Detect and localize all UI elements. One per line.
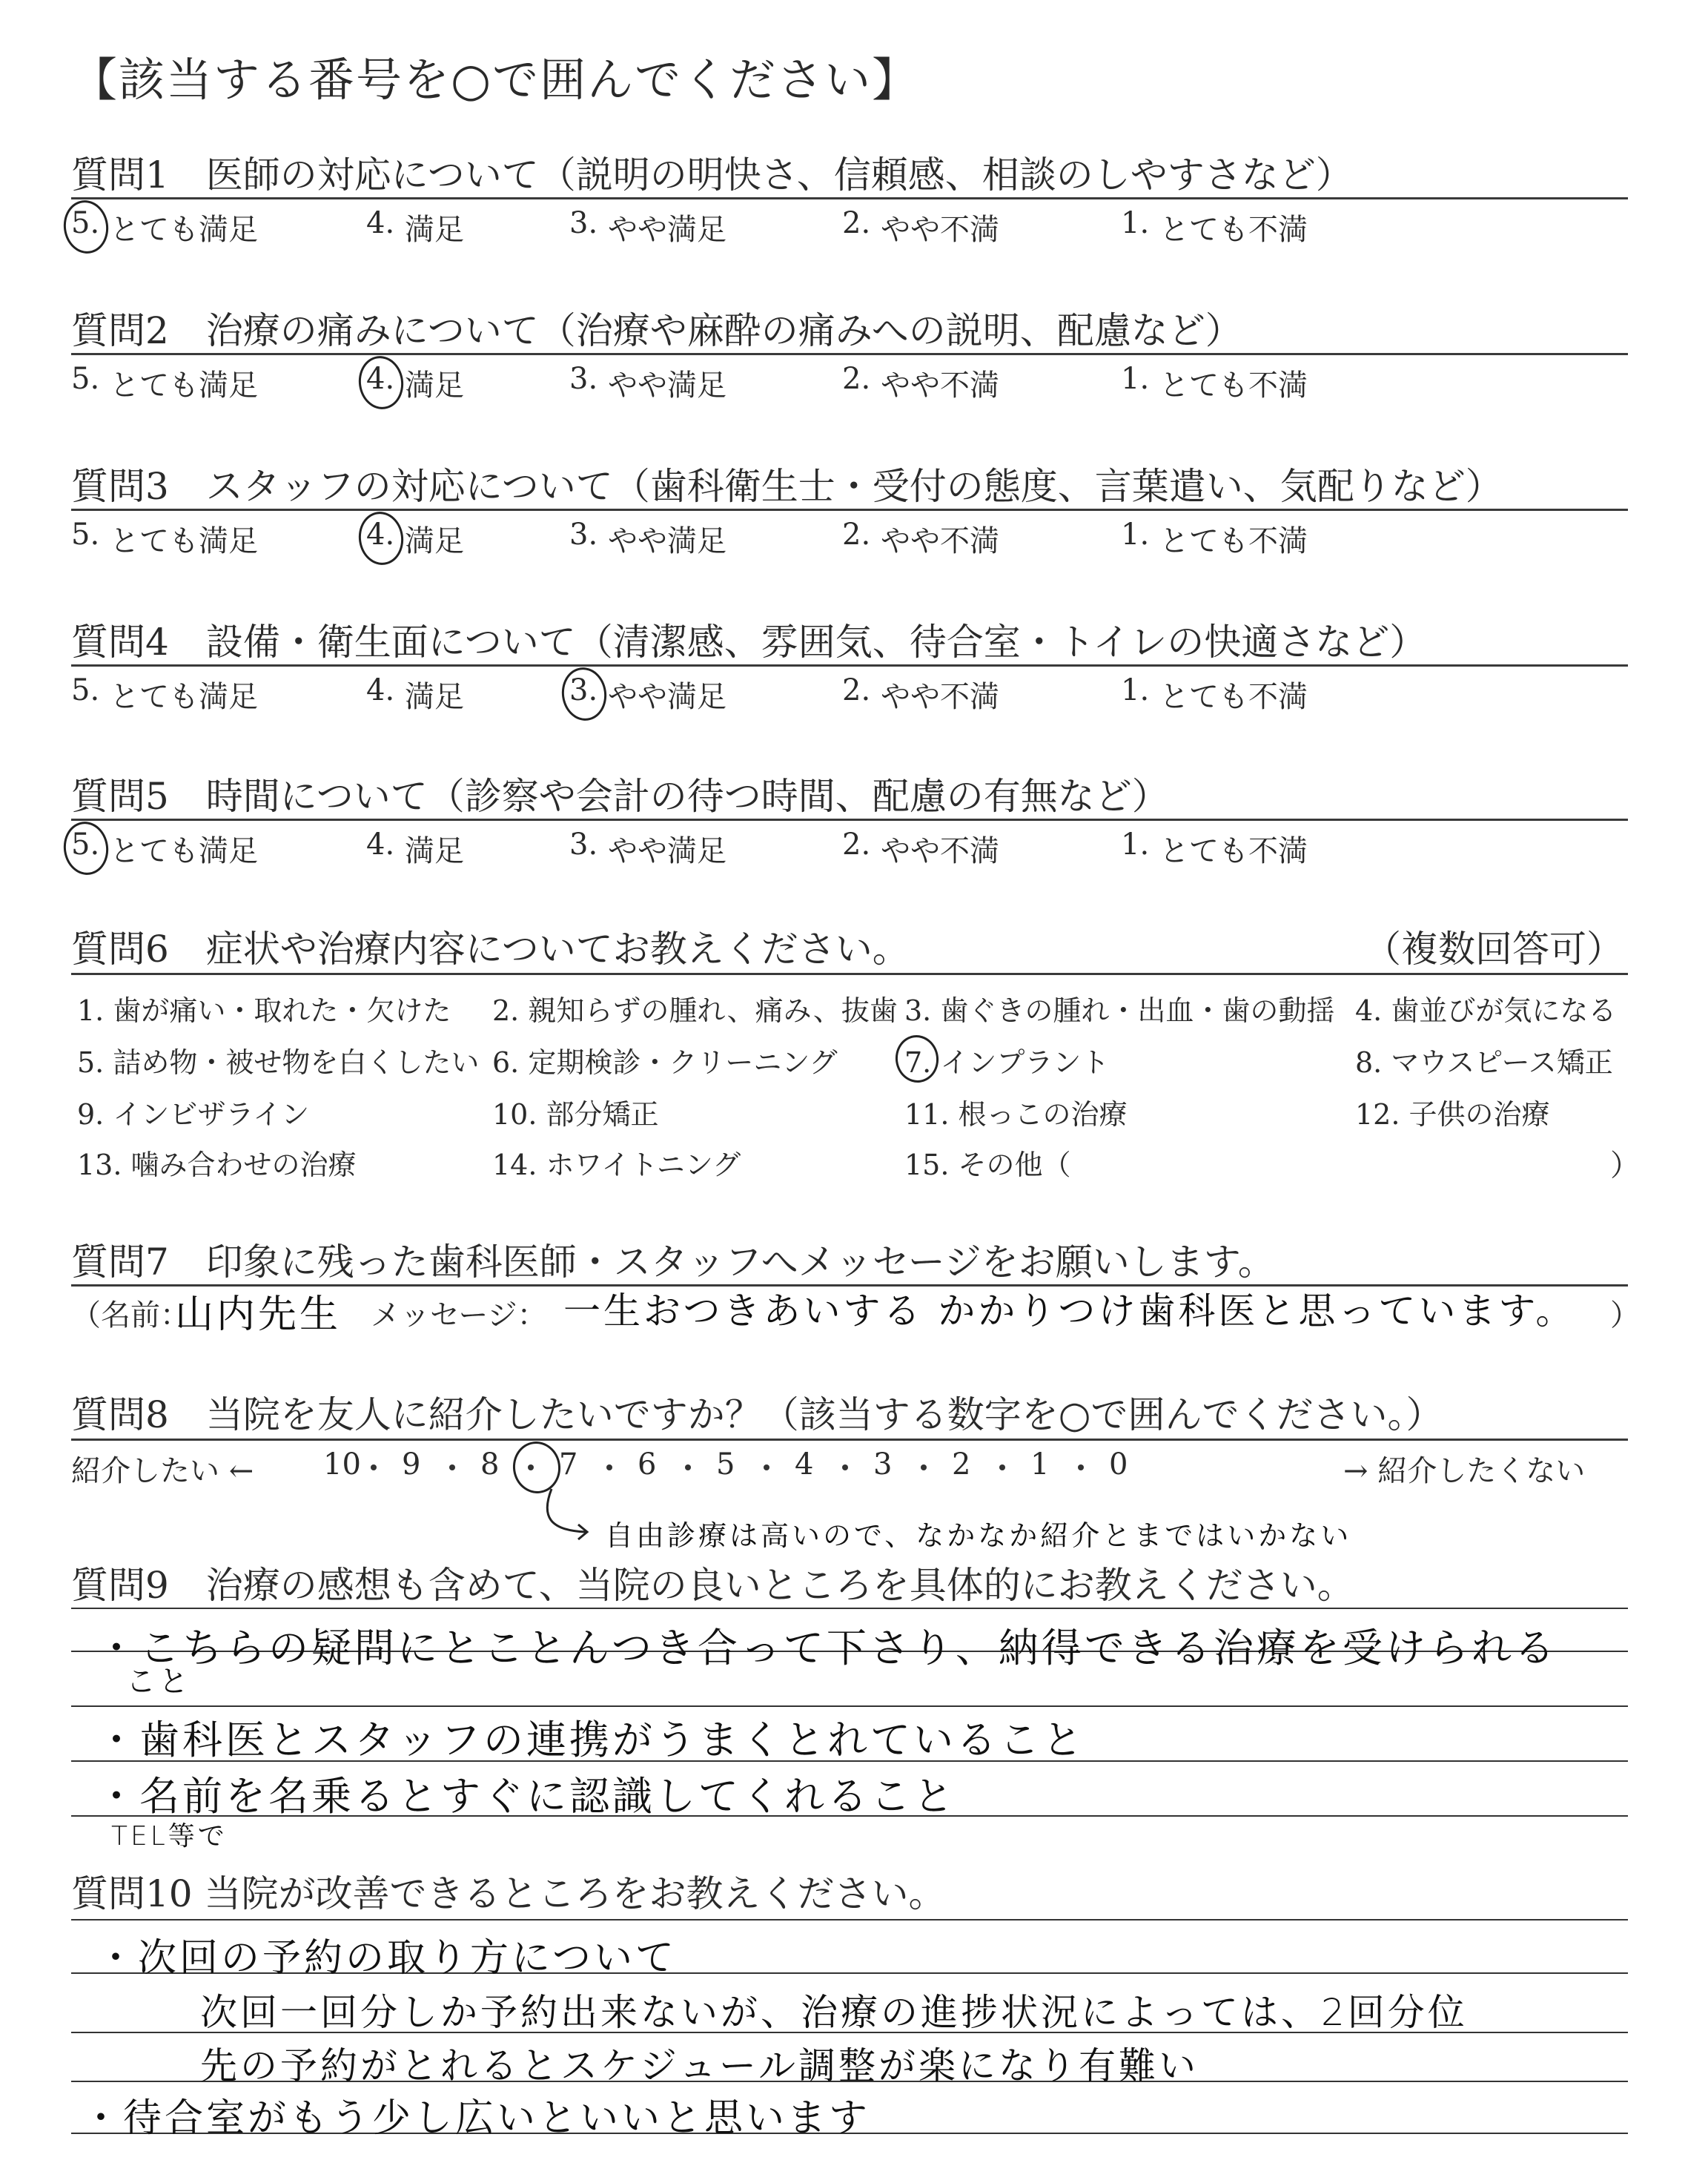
q1-option-label[interactable]: とても満足 xyxy=(110,213,258,247)
q8-scale-separator xyxy=(1078,1464,1084,1470)
q6-option[interactable]: 7. インプラント xyxy=(904,1046,1110,1079)
q4-option-number[interactable]: 1. xyxy=(1121,673,1150,707)
q1-option-label[interactable]: やや満足 xyxy=(608,213,726,247)
q6-option[interactable]: 14. ホワイトニング xyxy=(492,1149,741,1181)
q6-option[interactable]: 11. 根っこの治療 xyxy=(904,1098,1128,1131)
q1-option-label[interactable]: とても不満 xyxy=(1159,213,1308,247)
q10-answer-line-4: ・待合室がもう少し広いといいと思います xyxy=(82,2096,871,2141)
q4-option-label[interactable]: やや不満 xyxy=(881,680,999,714)
q6-option[interactable]: 10. 部分矯正 xyxy=(492,1098,659,1131)
q7-message-value: 一生おつきあいする かかりつけ歯科医と思っています。 xyxy=(563,1289,1576,1332)
q5-rule xyxy=(71,819,1628,821)
q2-option-number[interactable]: 1. xyxy=(1121,362,1150,396)
q7-close-paren: ） xyxy=(1610,1298,1640,1332)
q8-scale-separator xyxy=(606,1464,612,1470)
q4-rule xyxy=(71,664,1628,667)
q2-option-label[interactable]: とても満足 xyxy=(110,369,258,403)
q3-option-label[interactable]: とても満足 xyxy=(110,524,258,558)
q8-scale-value[interactable]: 9 xyxy=(402,1447,421,1482)
q2-selection-circle xyxy=(355,353,406,412)
q10-line-1 xyxy=(71,1919,1628,1920)
q8-scale-separator xyxy=(764,1464,769,1470)
q2-option-label[interactable]: とても不満 xyxy=(1159,369,1308,403)
q6-option[interactable]: 1. 歯が痛い・取れた・欠けた xyxy=(77,994,451,1027)
q2-option-label[interactable]: やや不満 xyxy=(881,369,999,403)
q5-option-number[interactable]: 5. xyxy=(71,828,100,862)
q3-option-number[interactable]: 5. xyxy=(71,518,100,552)
page-title: 【該当する番号を○で囲んでください】 xyxy=(71,53,920,107)
q8-scale-value[interactable]: 4 xyxy=(795,1447,814,1482)
q6-option[interactable]: 9. インビザライン xyxy=(77,1098,310,1131)
q8-scale-separator xyxy=(449,1464,455,1470)
q2-option-number[interactable]: 5. xyxy=(71,362,100,396)
q6-option[interactable]: 5. 詰め物・被せ物を白くしたい xyxy=(77,1046,480,1079)
q6-option[interactable]: 8. マウスピース矯正 xyxy=(1355,1046,1613,1079)
q5-selection-circle xyxy=(60,819,111,878)
q8-scale-value[interactable]: 1 xyxy=(1030,1447,1050,1482)
q8-arrow-icon xyxy=(541,1486,600,1545)
q1-title: 質問1 医師の対応について（説明の明快さ、信頼感、相談のしやすさなど） xyxy=(71,153,1353,196)
q8-scale-value[interactable]: 10 xyxy=(323,1447,361,1482)
q6-option[interactable]: 12. 子供の治療 xyxy=(1355,1098,1550,1131)
q8-scale-value[interactable]: 3 xyxy=(873,1447,893,1482)
q3-rule xyxy=(71,509,1628,511)
q9-answer-line-2: こと xyxy=(126,1665,191,1699)
q8-scale-value[interactable]: 8 xyxy=(480,1447,500,1482)
q2-option-label[interactable]: やや満足 xyxy=(608,369,726,403)
q7-message-label: メッセージ： xyxy=(371,1298,547,1332)
q1-option-number[interactable]: 5. xyxy=(71,206,100,240)
q4-option-number[interactable]: 3. xyxy=(569,673,598,707)
q6-rule xyxy=(71,973,1628,975)
q8-rule xyxy=(71,1439,1628,1441)
q8-scale-separator xyxy=(842,1464,848,1470)
q3-option-number[interactable]: 2. xyxy=(842,518,871,552)
q10-answer-line-2: 次回一回分しか予約出来ないが、治療の進捗状況によっては、2回分位 xyxy=(200,1991,1468,2034)
q4-option-label[interactable]: 満足 xyxy=(405,680,464,714)
q9-answer-line-3: ・歯科医とスタッフの連携がうまくとれていること xyxy=(96,1717,1085,1763)
q6-note: （複数回答可） xyxy=(1364,928,1623,971)
q6-option[interactable]: 6. 定期検診・クリーニング xyxy=(492,1046,838,1079)
q6-close-paren: ） xyxy=(1610,1149,1640,1183)
q5-option-label[interactable]: 満足 xyxy=(405,834,464,868)
q9-title: 質問9 治療の感想も含めて、当院の良いところを具体的にお教えください。 xyxy=(71,1564,1354,1607)
q4-title: 質問4 設備・衛生面について（清潔感、雰囲気、待合室・トイレの快適さなど） xyxy=(71,621,1427,664)
q8-scale-value[interactable]: 2 xyxy=(952,1447,971,1482)
q5-option-label[interactable]: とても満足 xyxy=(110,834,258,868)
q6-option[interactable]: 3. 歯ぐきの腫れ・出血・歯の動揺 xyxy=(904,994,1335,1027)
q4-option-number[interactable]: 5. xyxy=(71,673,100,707)
q3-option-number[interactable]: 4. xyxy=(366,518,395,552)
q3-option-label[interactable]: とても不満 xyxy=(1159,524,1308,558)
q2-option-number[interactable]: 4. xyxy=(366,362,395,396)
q5-option-number[interactable]: 4. xyxy=(366,828,395,862)
q10-answer-line-1: ・次回の予約の取り方について xyxy=(96,1936,677,1981)
q2-rule xyxy=(71,353,1628,355)
q5-option-label[interactable]: とても不満 xyxy=(1159,834,1308,868)
q3-option-label[interactable]: やや満足 xyxy=(608,524,726,558)
q7-name-value: 山内先生 xyxy=(175,1292,342,1337)
q2-option-number[interactable]: 3. xyxy=(569,362,598,396)
q8-scale-value[interactable]: 6 xyxy=(638,1447,657,1482)
q1-option-number[interactable]: 3. xyxy=(569,206,598,240)
q4-option-label[interactable]: とても満足 xyxy=(110,680,258,714)
q5-option-label[interactable]: やや不満 xyxy=(881,834,999,868)
q8-note: 自由診療は高いので、なかなか紹介とまではいかない xyxy=(605,1519,1352,1552)
q5-option-number[interactable]: 3. xyxy=(569,828,598,862)
q3-option-number[interactable]: 3. xyxy=(569,518,598,552)
q1-rule xyxy=(71,197,1628,199)
q7-title: 質問7 印象に残った歯科医師・スタッフへメッセージをお願いします。 xyxy=(71,1241,1275,1284)
q9-answer-line-5: TEL等で xyxy=(111,1821,228,1852)
q6-option[interactable]: 13. 噛み合わせの治療 xyxy=(77,1149,357,1181)
q8-scale-separator xyxy=(999,1464,1005,1470)
q9-answer-line-4: ・名前を名乗るとすぐに認識してくれること xyxy=(96,1773,956,1820)
q3-option-number[interactable]: 1. xyxy=(1121,518,1150,552)
q3-option-label[interactable]: やや不満 xyxy=(881,524,999,558)
q5-option-number[interactable]: 2. xyxy=(842,828,871,862)
q4-option-number[interactable]: 4. xyxy=(366,673,395,707)
q8-scale-value[interactable]: 5 xyxy=(716,1447,735,1482)
q1-option-number[interactable]: 2. xyxy=(842,206,871,240)
q8-scale-value[interactable]: 7 xyxy=(559,1447,578,1482)
q8-scale-value[interactable]: 0 xyxy=(1109,1447,1128,1482)
q1-option-number[interactable]: 4. xyxy=(366,206,395,240)
q10-answer-line-3: 先の予約がとれるとスケジュール調整が楽になり有難い xyxy=(200,2044,1199,2087)
q6-option[interactable]: 2. 親知らずの腫れ、痛み、抜歯 xyxy=(492,994,898,1027)
q8-scale-separator xyxy=(371,1464,377,1470)
q8-left-label: 紹介したい ← xyxy=(71,1454,254,1488)
q8-title: 質問8 当院を友人に紹介したいですか？（該当する数字を○で囲んでください。） xyxy=(71,1393,1443,1436)
q9-line-3 xyxy=(71,1705,1628,1707)
q7-name-label: （名前： xyxy=(71,1298,190,1332)
q8-scale-separator xyxy=(685,1464,691,1470)
q1-selection-circle xyxy=(60,197,111,257)
q6-title: 質問6 症状や治療内容についてお教えください。 xyxy=(71,928,910,971)
q4-option-label[interactable]: やや満足 xyxy=(608,680,726,714)
q2-option-label[interactable]: 満足 xyxy=(405,369,464,403)
q5-option-label[interactable]: やや満足 xyxy=(608,834,726,868)
q8-right-label: → 紹介したくない xyxy=(1343,1454,1586,1488)
q6-option[interactable]: 15. その他（ xyxy=(904,1149,1071,1181)
q5-title: 質問5 時間について（診察や会計の待つ時間、配慮の有無など） xyxy=(71,775,1169,818)
q2-option-number[interactable]: 2. xyxy=(842,362,871,396)
q1-option-label[interactable]: 満足 xyxy=(405,213,464,247)
q8-scale-separator xyxy=(921,1464,927,1470)
q6-option[interactable]: 4. 歯並びが気になる xyxy=(1355,994,1617,1027)
q9-line-1 xyxy=(71,1608,1628,1609)
q1-option-label[interactable]: やや不満 xyxy=(881,213,999,247)
q2-title: 質問2 治療の痛みについて（治療や麻酔の痛みへの説明、配慮など） xyxy=(71,309,1242,352)
q3-selection-circle xyxy=(355,509,406,568)
q4-option-number[interactable]: 2. xyxy=(842,673,871,707)
q5-option-number[interactable]: 1. xyxy=(1121,828,1150,862)
q3-title: 質問3 スタッフの対応について（歯科衛生士・受付の態度、言葉遣い、気配りなど） xyxy=(71,465,1503,508)
q4-option-label[interactable]: とても不満 xyxy=(1159,680,1308,714)
q9-answer-line-1: ・こちらの疑問にとことんつき合って下さり、納得できる治療を受けられる xyxy=(96,1625,1558,1671)
q10-title: 質問10 当院が改善できるところをお教えください。 xyxy=(71,1872,946,1915)
q4-selection-circle xyxy=(558,664,609,724)
q3-option-label[interactable]: 満足 xyxy=(405,524,464,558)
q1-option-number[interactable]: 1. xyxy=(1121,206,1150,240)
